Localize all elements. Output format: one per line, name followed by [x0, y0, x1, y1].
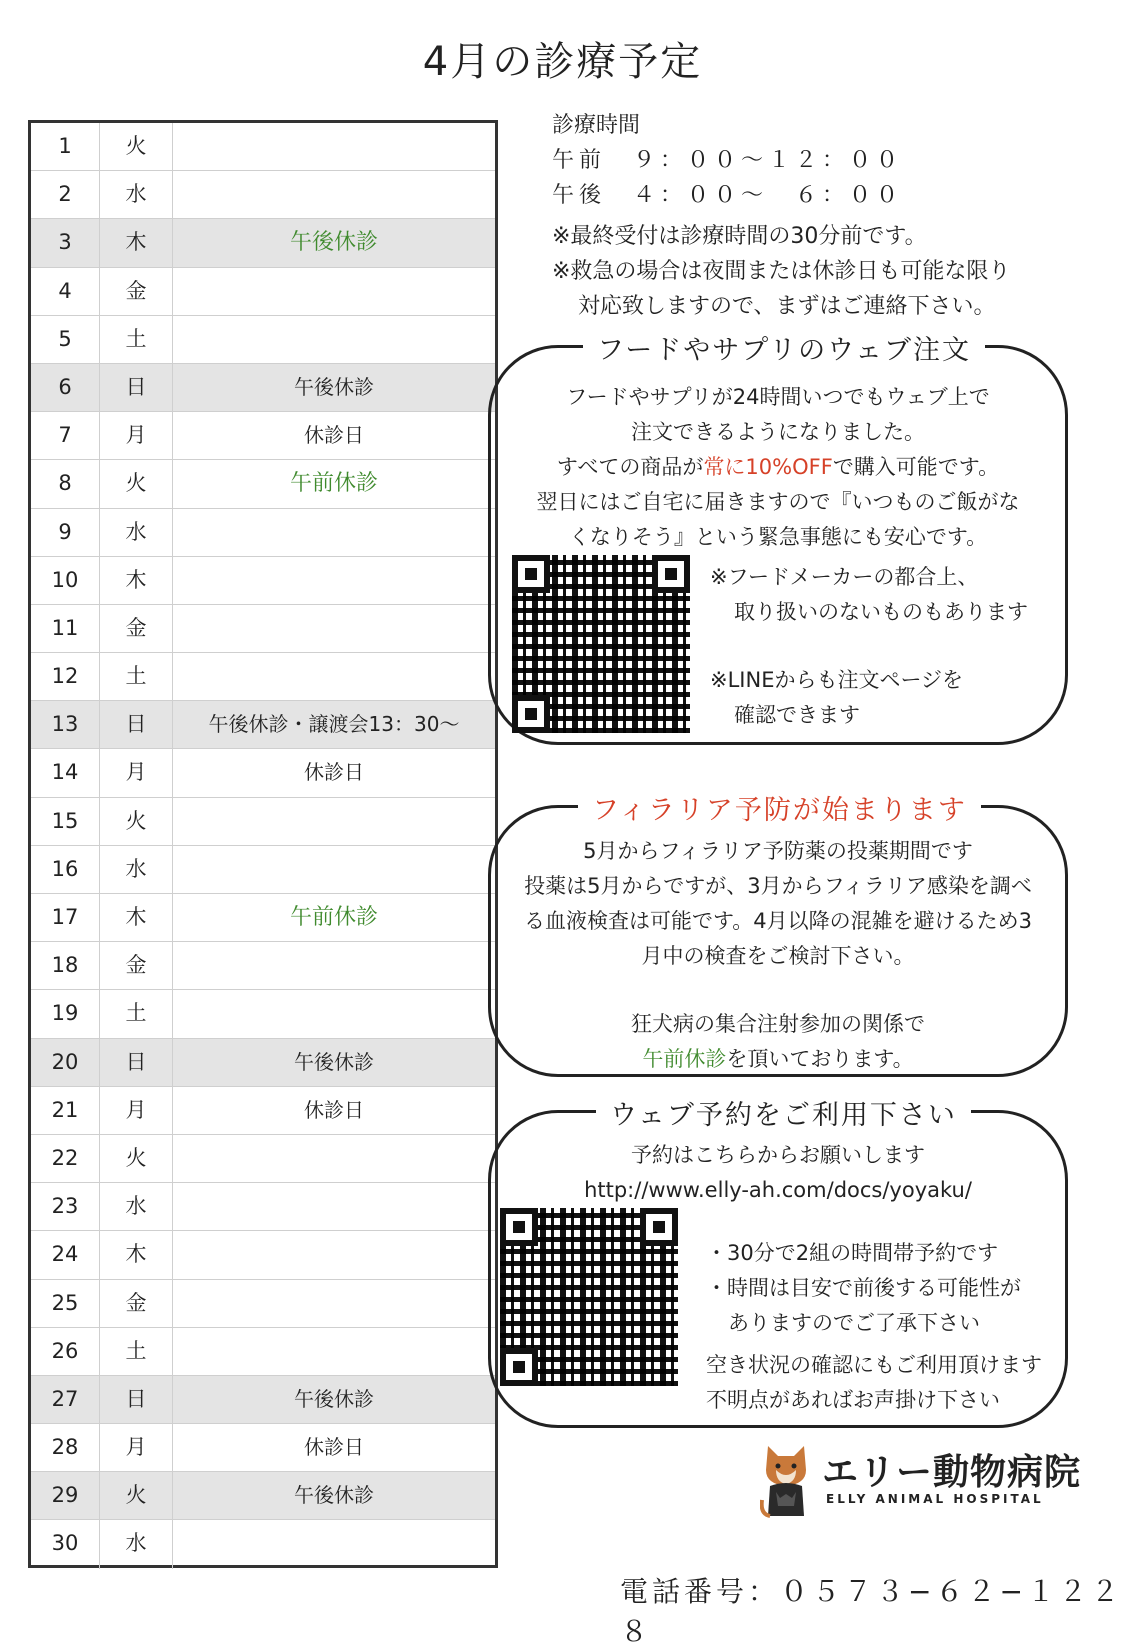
- calendar-note: [173, 942, 495, 989]
- calendar-row: [31, 1135, 495, 1183]
- page-title: 4月の診療予定: [422, 39, 703, 85]
- calendar-row: [31, 460, 495, 508]
- calendar-note: [173, 316, 495, 363]
- calendar-day: 4: [31, 268, 100, 315]
- discount-highlight: 常に10%OFF: [703, 455, 833, 479]
- calendar-weekday: 火: [100, 1135, 173, 1182]
- filaria-line-2: 投薬は5月からですが、3月からフィラリア感染を調べ: [524, 874, 1032, 898]
- calendar-day: 9: [31, 509, 100, 556]
- calendar-note: [173, 171, 495, 218]
- food-line-5: くなりそう』という緊急事態にも安心です。: [568, 525, 988, 549]
- calendar-note: 休診日: [304, 423, 364, 448]
- calendar-weekday: 火: [100, 798, 173, 845]
- calendar-weekday: 火: [100, 123, 173, 170]
- calendar-day: 5: [31, 316, 100, 363]
- filaria-line-4: 月中の検査をご検討下さい。: [641, 944, 915, 968]
- calendar-note: [173, 268, 495, 315]
- food-note-2: 取り扱いのないものもあります: [734, 600, 1028, 624]
- calendar-weekday: 土: [100, 653, 173, 700]
- reservation-line-1: 予約はこちらからお願いします: [631, 1143, 925, 1167]
- calendar-note: [173, 557, 495, 604]
- food-line-4: 翌日にはご自宅に届きますので『いつものご飯がな: [536, 490, 1020, 514]
- calendar-weekday: 日: [100, 364, 173, 411]
- calendar-row: [31, 219, 495, 267]
- calendar-day: 1: [31, 123, 100, 170]
- calendar-day: 25: [31, 1280, 100, 1327]
- calendar-weekday: 水: [100, 1520, 173, 1568]
- calendar-day: 15: [31, 798, 100, 845]
- dog-logo-icon: [760, 1440, 812, 1520]
- calendar-note: [173, 846, 495, 893]
- calendar-day: 8: [31, 460, 100, 507]
- calendar-note: [173, 653, 495, 700]
- filaria-line-1: 5月からフィラリア予防薬の投薬期間です: [583, 839, 973, 863]
- filaria-line-6b: を頂いております。: [726, 1047, 914, 1071]
- calendar-day: 14: [31, 749, 100, 796]
- web-reservation-text: [500, 1138, 1056, 1208]
- calendar-day: 20: [31, 1039, 100, 1086]
- filaria-closed-highlight: 午前休診: [642, 1047, 727, 1071]
- hours-note-emergency: ※救急の場合は夜間または休診日も可能な限り: [552, 259, 1011, 284]
- calendar-day: 23: [31, 1183, 100, 1230]
- reservation-bullet-1: ・30分で2組の時間帯予約です: [706, 1241, 999, 1265]
- calendar-row: [31, 509, 495, 557]
- food-line-3a: すべての商品が: [556, 455, 704, 479]
- calendar-weekday: 木: [100, 1231, 173, 1278]
- calendar-row: [31, 1376, 495, 1424]
- food-note-1: ※フードメーカーの都合上、: [710, 565, 979, 589]
- calendar-note: [173, 1231, 495, 1278]
- calendar-weekday: 金: [100, 605, 173, 652]
- calendar-note: [173, 123, 495, 170]
- reservation-url-link[interactable]: http://www.elly-ah.com/docs/yoyaku/: [584, 1178, 972, 1202]
- calendar-row: [31, 798, 495, 846]
- calendar-weekday: 月: [100, 412, 173, 459]
- food-order-qr-code-icon[interactable]: [512, 555, 690, 733]
- calendar-note: 午後休診: [294, 374, 374, 399]
- calendar-note: 午後休診: [294, 1483, 374, 1508]
- hours-heading: 診療時間: [552, 113, 641, 138]
- calendar-row: [31, 701, 495, 749]
- filaria-line-6: [500, 1042, 1056, 1077]
- calendar-day: 12: [31, 653, 100, 700]
- calendar-day: 3: [31, 219, 100, 266]
- filaria-title: フィラリア予防が始まります: [578, 788, 981, 827]
- phone-number: 電話番号：０５７３−６２−１２２８: [620, 1575, 1123, 1648]
- qr-finder-icon: [500, 1208, 538, 1246]
- calendar-day: 27: [31, 1376, 100, 1423]
- hours-section: [552, 108, 1092, 324]
- calendar-row: [31, 990, 495, 1038]
- qr-finder-icon: [512, 695, 550, 733]
- calendar-day: 2: [31, 171, 100, 218]
- calendar-row: [31, 942, 495, 990]
- calendar-day: 24: [31, 1231, 100, 1278]
- food-line-2: 注文できるようになりました。: [631, 420, 925, 444]
- calendar-note: 午後休診: [294, 1049, 374, 1074]
- calendar-day: 6: [31, 364, 100, 411]
- calendar-row: [31, 557, 495, 605]
- calendar-day: 10: [31, 557, 100, 604]
- hours-pm: 午後 ４：００〜 ６：００: [552, 183, 904, 208]
- calendar-row: [31, 268, 495, 316]
- food-note-4: 確認できます: [734, 703, 860, 727]
- calendar-note: 午後休診・譲渡会13：30〜: [208, 712, 460, 737]
- calendar-row: [31, 123, 495, 171]
- calendar-row: [31, 1472, 495, 1520]
- calendar-weekday: 月: [100, 749, 173, 796]
- qr-finder-icon: [640, 1208, 678, 1246]
- calendar-weekday: 日: [100, 1376, 173, 1423]
- calendar-weekday: 水: [100, 846, 173, 893]
- calendar-row: [31, 846, 495, 894]
- calendar-row: [31, 1280, 495, 1328]
- calendar-day: 26: [31, 1328, 100, 1375]
- calendar-row: [31, 364, 495, 412]
- calendar-day: 21: [31, 1087, 100, 1134]
- calendar-note: [173, 1135, 495, 1182]
- calendar-weekday: 月: [100, 1087, 173, 1134]
- calendar-row: [31, 1087, 495, 1135]
- calendar-day: 22: [31, 1135, 100, 1182]
- food-line-1: フードやサプリが24時間いつでもウェブ上で: [566, 385, 990, 409]
- calendar-row: [31, 653, 495, 701]
- calendar-row: [31, 412, 495, 460]
- calendar-row: [31, 1183, 495, 1231]
- calendar-note: 午後休診: [294, 1386, 374, 1411]
- qr-finder-icon: [512, 555, 550, 593]
- calendar-weekday: 土: [100, 316, 173, 363]
- calendar-note: [173, 1183, 495, 1230]
- reservation-line-3: 不明点があればお声掛け下さい: [706, 1388, 1000, 1412]
- calendar-row: [31, 1520, 495, 1568]
- food-order-title: フードやサプリのウェブ注文: [583, 328, 985, 367]
- calendar-note: [173, 798, 495, 845]
- filaria-text: [500, 834, 1056, 1077]
- calendar-weekday: 土: [100, 1328, 173, 1375]
- qr-finder-icon: [500, 1348, 538, 1386]
- calendar-day: 13: [31, 701, 100, 748]
- filaria-line-5: 狂犬病の集合注射参加の関係で: [631, 1012, 925, 1036]
- hours-am: 午前 ９：００〜１２：００: [552, 148, 904, 173]
- calendar-note: [173, 605, 495, 652]
- calendar-weekday: 木: [100, 894, 173, 941]
- calendar-note: 午前休診: [289, 905, 378, 930]
- food-note-3: ※LINEからも注文ページを: [710, 668, 964, 692]
- calendar-day: 7: [31, 412, 100, 459]
- reservation-qr-code-icon[interactable]: [500, 1208, 678, 1386]
- calendar-day: 29: [31, 1472, 100, 1519]
- hours-note-reception: ※最終受付は診療時間の30分前です。: [552, 224, 927, 249]
- calendar-weekday: 水: [100, 509, 173, 556]
- calendar-note: 休診日: [304, 760, 364, 785]
- calendar-day: 11: [31, 605, 100, 652]
- calendar-row: [31, 605, 495, 653]
- calendar-weekday: 月: [100, 1424, 173, 1471]
- calendar-day: 19: [31, 990, 100, 1037]
- calendar-weekday: 火: [100, 460, 173, 507]
- calendar-weekday: 土: [100, 990, 173, 1037]
- calendar-note: 午後休診: [289, 230, 378, 256]
- calendar-row: [31, 1039, 495, 1087]
- calendar-weekday: 水: [100, 1183, 173, 1230]
- calendar-weekday: 金: [100, 268, 173, 315]
- calendar-day: 28: [31, 1424, 100, 1471]
- reservation-line-2: 空き状況の確認にもご利用頂けます: [706, 1353, 1042, 1377]
- calendar-note: 午前休診: [289, 471, 378, 497]
- calendar-note: [173, 990, 495, 1037]
- hours-note-contact: 対応致しますので、まずはご連絡下さい。: [578, 294, 996, 319]
- schedule-calendar: [28, 120, 498, 1568]
- reservation-bullets: [706, 1236, 1021, 1341]
- filaria-line-3: る血液検査は可能です。4月以降の混雑を避けるため3: [523, 909, 1033, 933]
- calendar-row: [31, 1328, 495, 1376]
- calendar-row: [31, 1231, 495, 1279]
- hospital-name: エリー動物病院: [822, 1452, 1082, 1493]
- calendar-note: 休診日: [304, 1435, 364, 1460]
- web-reservation-title: ウェブ予約をご利用下さい: [596, 1093, 971, 1132]
- calendar-note: [173, 509, 495, 556]
- calendar-weekday: 日: [100, 701, 173, 748]
- calendar-day: 16: [31, 846, 100, 893]
- calendar-row: [31, 894, 495, 942]
- hospital-name-en: ELLY ANIMAL HOSPITAL: [826, 1492, 1044, 1506]
- reservation-bullet-2: ・時間は目安で前後する可能性が: [706, 1276, 1021, 1300]
- reservation-bullet-3: ありますのでご了承下さい: [728, 1311, 980, 1335]
- calendar-row: [31, 171, 495, 219]
- calendar-day: 30: [31, 1520, 100, 1568]
- food-notes: [710, 560, 1028, 733]
- calendar-row: [31, 1424, 495, 1472]
- calendar-weekday: 日: [100, 1039, 173, 1086]
- calendar-weekday: 木: [100, 557, 173, 604]
- calendar-weekday: 火: [100, 1472, 173, 1519]
- calendar-note: 休診日: [304, 1097, 364, 1122]
- calendar-note: [173, 1328, 495, 1375]
- calendar-weekday: 水: [100, 171, 173, 218]
- calendar-weekday: 木: [100, 219, 173, 266]
- qr-finder-icon: [652, 555, 690, 593]
- food-order-text: [500, 380, 1056, 555]
- hospital-logo: [760, 1440, 1090, 1520]
- calendar-weekday: 金: [100, 942, 173, 989]
- calendar-note: [173, 1520, 495, 1568]
- reservation-footer: [706, 1348, 1042, 1418]
- calendar-row: [31, 749, 495, 797]
- calendar-day: 17: [31, 894, 100, 941]
- calendar-day: 18: [31, 942, 100, 989]
- calendar-note: [173, 1280, 495, 1327]
- food-line-3: [500, 450, 1056, 485]
- calendar-row: [31, 316, 495, 364]
- calendar-weekday: 金: [100, 1280, 173, 1327]
- food-line-3c: で購入可能です。: [832, 455, 1000, 479]
